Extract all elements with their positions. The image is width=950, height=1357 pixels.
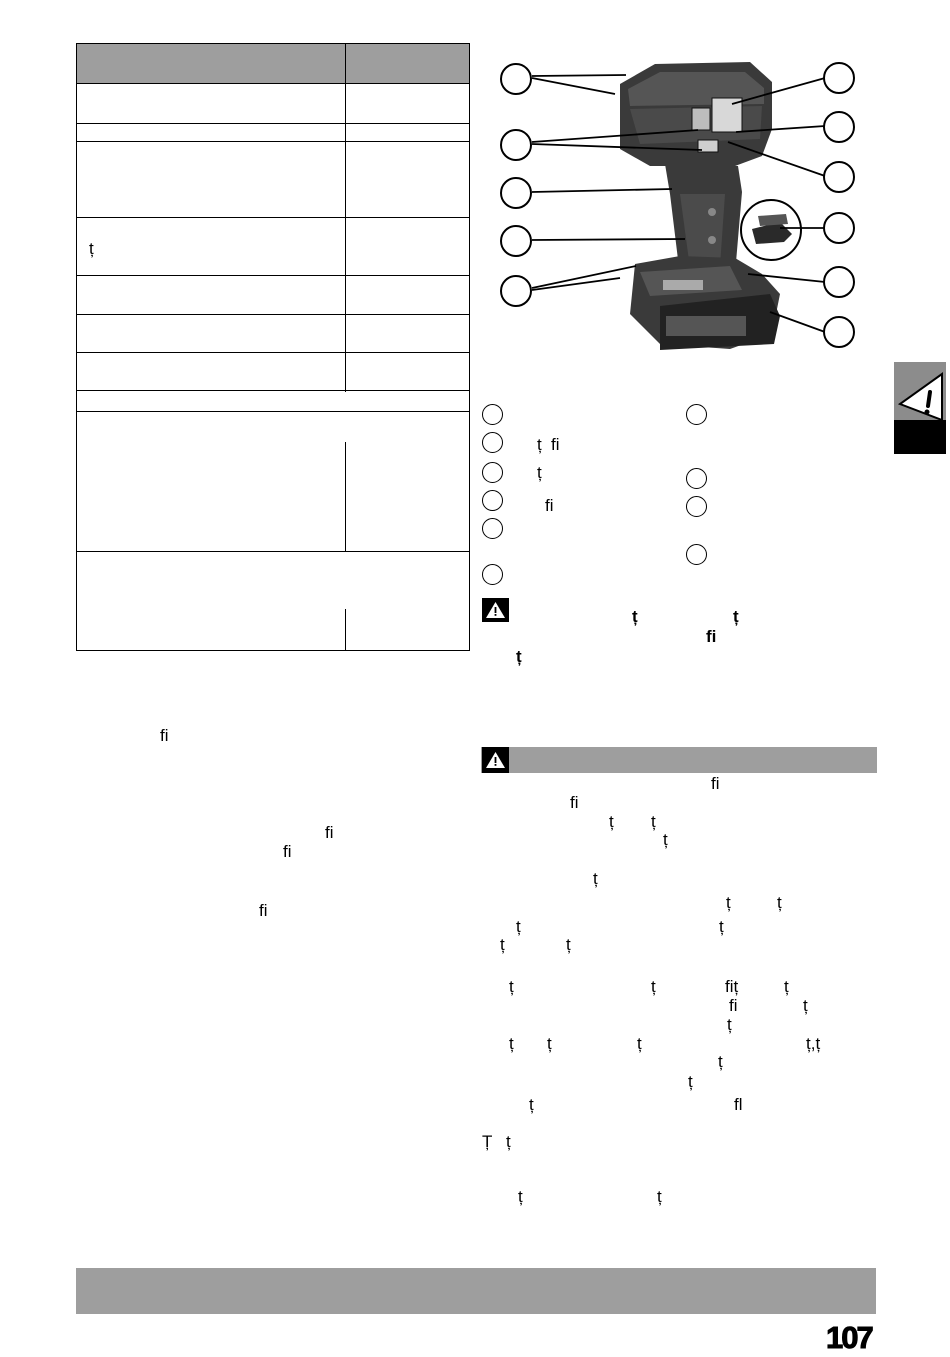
- text-glyph: ț: [518, 1187, 523, 1206]
- figure-callout: [500, 177, 532, 209]
- text-glyph: ﬁ: [259, 901, 268, 920]
- warning-glyph: ț: [632, 607, 638, 626]
- legend-glyph: ﬁ: [545, 496, 554, 515]
- legend-glyph: ț: [537, 463, 542, 482]
- text-glyph: ț: [651, 977, 656, 996]
- switch-plate: [692, 108, 710, 130]
- row-divider: [77, 551, 469, 552]
- spec-table-header: [77, 44, 469, 84]
- text-glyph: ț: [719, 917, 724, 936]
- legend-circle: [482, 404, 503, 425]
- row-divider: [77, 141, 469, 142]
- figure-callout: [823, 212, 855, 244]
- column-divider: [345, 609, 346, 651]
- text-glyph: ț: [784, 977, 789, 996]
- text-glyph: ț: [777, 893, 782, 912]
- text-glyph: ﬁ: [325, 823, 334, 842]
- base-label: [663, 280, 703, 290]
- legend-circle: [482, 518, 503, 539]
- text-glyph: Ț: [482, 1132, 493, 1151]
- screw: [708, 208, 716, 216]
- screw: [708, 236, 716, 244]
- tool-illustration: [480, 44, 880, 364]
- text-glyph: ﬁ: [160, 726, 169, 745]
- text-glyph: ț: [529, 1095, 534, 1114]
- caution-icon: [894, 362, 946, 422]
- figure-callout: [823, 266, 855, 298]
- row-divider: [77, 352, 469, 353]
- warning-icon: [482, 747, 509, 773]
- text-glyph: ﬁ: [729, 996, 738, 1015]
- legend-circle: [686, 468, 707, 489]
- table-glyph: ț: [89, 239, 94, 258]
- text-glyph: ț,ț: [806, 1034, 821, 1053]
- figure-callout: [823, 111, 855, 143]
- text-glyph: ﬂ: [734, 1095, 743, 1114]
- column-divider: [345, 44, 346, 392]
- warning-icon: [482, 598, 509, 622]
- legend-circle: [686, 544, 707, 565]
- text-glyph: ﬁ: [283, 842, 292, 861]
- warning-glyph: ț: [733, 607, 739, 626]
- warning-heading-bar: [481, 747, 877, 773]
- page-number: 107: [826, 1320, 872, 1355]
- footer-bar: [76, 1268, 876, 1314]
- text-glyph: ț: [506, 1132, 511, 1151]
- warning-glyph: ț: [516, 647, 522, 666]
- column-divider: [345, 442, 346, 552]
- text-glyph: ț: [637, 1034, 642, 1053]
- figure-callout: [500, 129, 532, 161]
- text-glyph: ț: [663, 830, 668, 849]
- text-glyph: ț: [509, 1034, 514, 1053]
- figure-callout: [823, 62, 855, 94]
- text-glyph: ț: [718, 1052, 723, 1071]
- text-glyph: ț: [688, 1072, 693, 1091]
- warning-glyph: ﬁ: [706, 627, 717, 646]
- legend-glyph: ﬁ: [551, 435, 560, 454]
- legend-circle: [482, 462, 503, 483]
- text-glyph: ﬁț: [725, 977, 739, 996]
- legend-circle: [482, 490, 503, 511]
- row-divider: [77, 217, 469, 218]
- text-glyph: ﬁ: [570, 793, 579, 812]
- figure-callout: [500, 225, 532, 257]
- row-divider: [77, 314, 469, 315]
- text-glyph: ț: [566, 935, 571, 954]
- row-divider: [77, 411, 469, 412]
- legend-circle: [686, 496, 707, 517]
- figure-callout: [823, 316, 855, 348]
- row-divider: [77, 275, 469, 276]
- text-glyph: ț: [547, 1034, 552, 1053]
- figure-callout: [823, 161, 855, 193]
- row-divider: [77, 390, 469, 391]
- text-glyph: ț: [516, 917, 521, 936]
- text-glyph: ț: [509, 977, 514, 996]
- text-glyph: ț: [803, 996, 808, 1015]
- spec-table: [76, 43, 470, 651]
- row-divider: [77, 123, 469, 124]
- legend-circle: [482, 432, 503, 453]
- legend-glyph: ț: [537, 435, 542, 454]
- text-glyph: ț: [651, 812, 656, 831]
- text-glyph: ț: [609, 812, 614, 831]
- figure-callout: [500, 63, 532, 95]
- text-glyph: ﬁ: [711, 774, 720, 793]
- legend-circle: [482, 564, 503, 585]
- text-glyph: ț: [593, 869, 598, 888]
- figure-callout: [500, 275, 532, 307]
- text-glyph: ț: [500, 935, 505, 954]
- text-glyph: ț: [727, 1015, 732, 1034]
- section-tab-base: [894, 420, 946, 454]
- legend-circle: [686, 404, 707, 425]
- text-glyph: ț: [726, 893, 731, 912]
- battery-window: [666, 316, 746, 336]
- text-glyph: ț: [657, 1187, 662, 1206]
